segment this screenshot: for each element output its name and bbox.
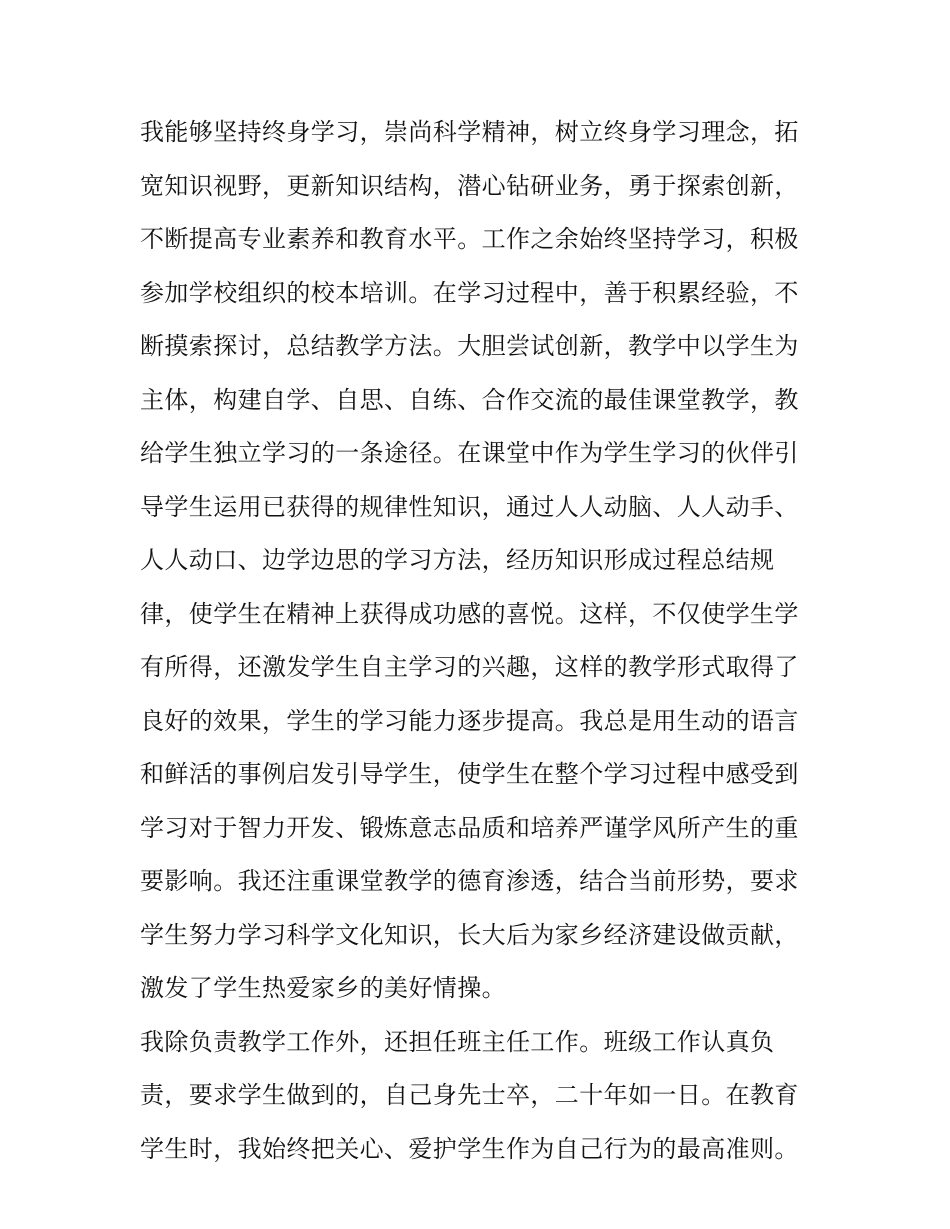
text-line: 和鲜活的事例启发引导学生，使学生在整个学习过程中感受到 [140,760,799,788]
text-line: 我除负责教学工作外，还担任班主任工作。班级工作认真负 [140,1027,775,1056]
text-line: 参加学校组织的校本培训。在学习过程中，善于积累经验，不 [140,278,799,307]
text-line: 激发了学生热爱家乡的美好情操。 [140,974,506,1002]
text-line: 导学生运用已获得的规律性知识，通过人人动脑、人人动手、 [140,492,799,521]
text-line: 不断提高专业素养和教育水平。工作之余始终坚持学习，积极 [140,225,799,253]
text-line: 有所得，还激发学生自主学习的兴趣，这样的教学形式取得了 [140,653,799,681]
text-line: 学生时，我始终把关心、爱护学生作为自己行为的最高准则。 [140,1134,799,1163]
text-line: 宽知识视野，更新知识结构，潜心钻研业务，勇于探索创新， [140,171,799,200]
text-line: 要影响。我还注重课堂教学的德育渗透，结合当前形势，要求 [140,867,799,895]
document-body [140,106,820,1176]
text-line: 良好的效果，学生的学习能力逐步提高。我总是用生动的语言 [140,706,799,735]
text-line: 人人动口、边学边思的学习方法，经历知识形成过程总结规 [140,546,775,574]
text-line: 责，要求学生做到的，自己身先士卒，二十年如一日。在教育 [140,1081,799,1109]
text-line: 给学生独立学习的一条途径。在课堂中作为学生学习的伙伴引 [140,439,799,467]
text-line: 断摸索探讨，总结教学方法。大胆尝试创新，教学中以学生为 [140,332,799,360]
text-line: 学生努力学习科学文化知识，长大后为家乡经济建设做贡献， [140,920,799,949]
text-line: 学习对于智力开发、锻炼意志品质和培养严谨学风所产生的重 [140,813,799,842]
text-line: 我能够坚持终身学习，崇尚科学精神，树立终身学习理念，拓 [140,118,799,146]
text-line: 律，使学生在精神上获得成功感的喜悦。这样，不仅使学生学 [140,599,799,628]
text-line: 主体，构建自学、自思、自练、合作交流的最佳课堂教学，教 [140,385,799,414]
